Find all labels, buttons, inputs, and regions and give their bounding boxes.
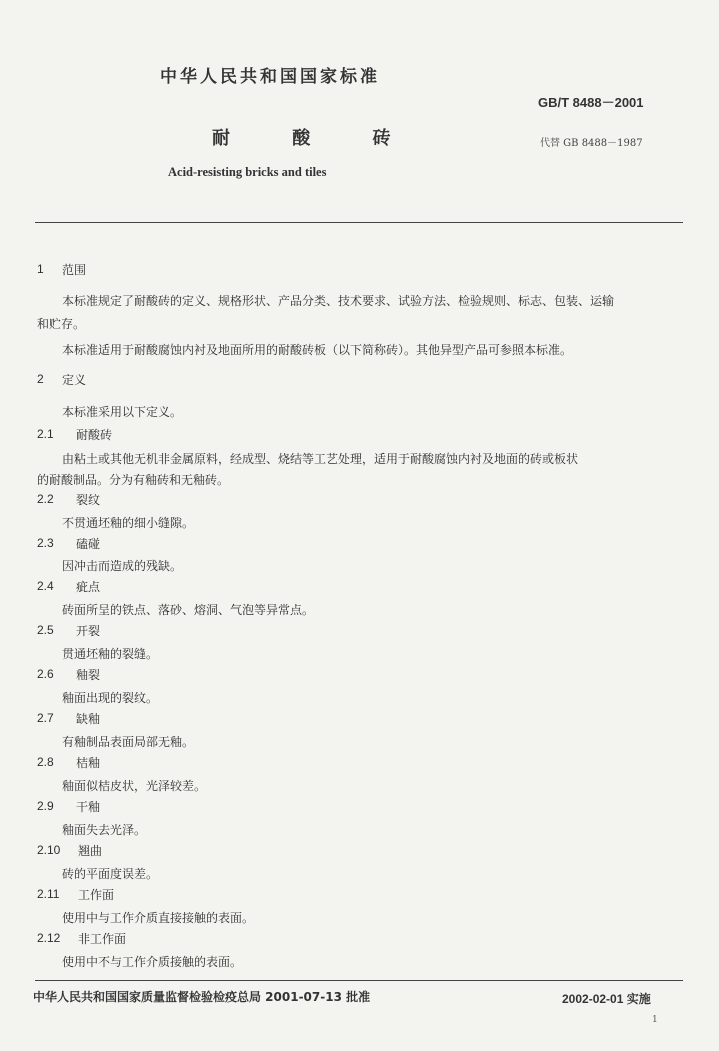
definition-term: 缺釉 [76,712,101,726]
definition-term: 非工作面 [78,932,127,946]
definition-term: 釉裂 [76,668,101,682]
definition-number: 2.5 [37,623,54,637]
section-2-title: 定义 [62,373,87,387]
definition-desc: 有釉制品表面局部无釉。 [62,735,195,749]
definition-number: 2.11 [37,887,60,901]
definition-number: 2.2 [37,492,54,506]
replaces-note: 代替 GB 8488－1987 [540,138,643,149]
definition-desc: 不贯通坯釉的细小缝隙。 [62,516,195,530]
section-1-title: 范围 [62,263,87,277]
definition-number: 2.3 [37,536,54,550]
definition-desc: 釉面失去光泽。 [62,823,147,837]
definition-term: 疵点 [76,580,101,594]
definition-term: 桔釉 [76,756,101,770]
standard-number: GB/T 8488－2001 [538,95,644,110]
definition-number: 2.4 [37,579,54,593]
definition-term: 裂纹 [76,493,101,507]
definition-term: 工作面 [78,888,115,902]
implementation-date: 2002-02-01 实施 [562,992,651,1006]
section-1-para-1-line-2: 和贮存。 [37,317,86,331]
definition-desc: 砖的平面度误差。 [62,867,159,881]
definition-term: 耐酸砖 [76,428,113,442]
definition-term: 磕碰 [76,537,101,551]
definition-number: 2.10 [37,843,61,857]
definition-term: 翘曲 [78,844,103,858]
definition-term: 开裂 [76,624,101,638]
definition-number: 2.12 [37,931,61,945]
header-divider [35,222,683,223]
section-1-para-2: 本标准适用于耐酸腐蚀内衬及地面所用的耐酸砖板（以下简称砖）。其他异型产品可参照本标准。 [62,343,573,357]
definition-number: 2.6 [37,667,54,681]
definition-desc: 贯通坯釉的裂缝。 [62,647,159,661]
definition-desc: 使用中不与工作介质接触的表面。 [62,955,243,969]
english-title: Acid-resisting bricks and tiles [168,165,327,179]
definition-number: 2.1 [37,427,54,441]
definition-desc: 使用中与工作介质直接接触的表面。 [62,911,255,925]
definition-desc: 由粘土或其他无机非金属原料，经成型、烧结等工艺处理，适用于耐酸腐蚀内衬及地面的砖或板状 [62,452,579,466]
definition-term: 干釉 [76,800,101,814]
definition-number: 2.8 [37,755,54,769]
definition-desc: 砖面所呈的铁点、落砂、熔洞、气泡等异常点。 [62,603,315,617]
page-number: 1 [652,1015,658,1025]
definition-desc: 釉面出现的裂纹。 [62,691,159,705]
definition-desc: 釉面似桔皮状，光泽较差。 [62,779,207,793]
footer-divider [35,980,683,981]
section-2-intro: 本标准采用以下定义。 [62,405,183,419]
approval-line: 中华人民共和国国家质量监督检验检疫总局 2001-07-13 批准 [33,990,371,1004]
section-2-number: 2 [37,372,44,386]
definition-desc-cont: 的耐酸制品。分为有釉砖和无釉砖。 [37,473,230,487]
definition-desc: 因冲击而造成的残缺。 [62,559,183,573]
section-1-para-1-line-1: 本标准规定了耐酸砖的定义、规格形状、产品分类、技术要求、试验方法、检验规则、标志、包装、运输 [62,294,615,308]
national-standard-heading: 中华人民共和国国家标准 [160,67,380,87]
definition-number: 2.7 [37,711,54,725]
section-1-number: 1 [37,262,44,276]
document-title: 耐 酸 砖 [212,128,419,149]
definition-number: 2.9 [37,799,54,813]
